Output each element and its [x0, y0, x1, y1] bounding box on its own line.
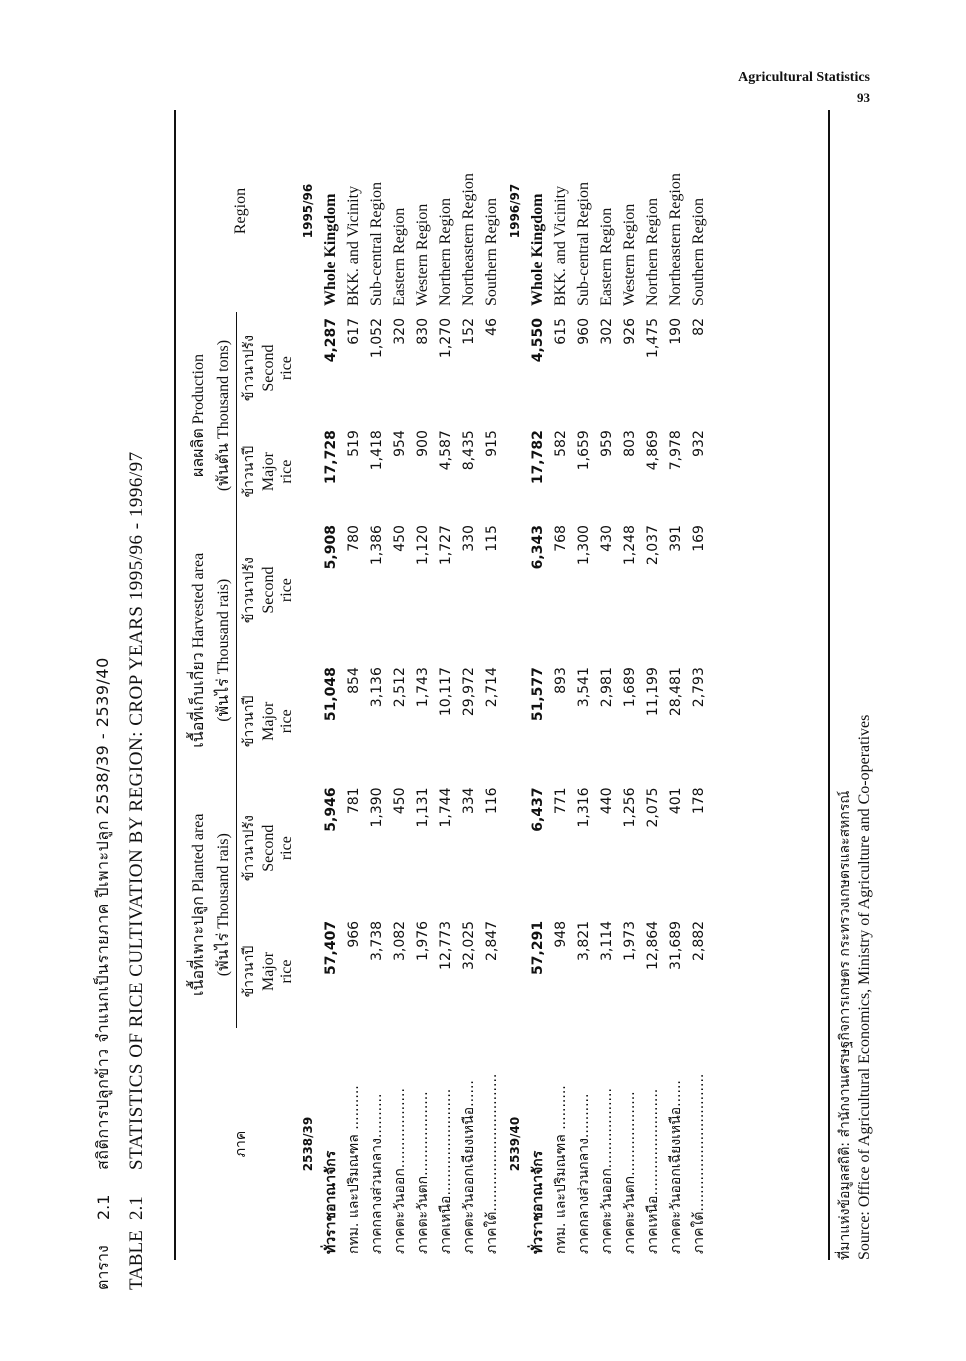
- value-cell: 615: [552, 318, 569, 345]
- region-name-thai: ภาคตะวันออก..................: [391, 1088, 408, 1254]
- value-cell: 302: [598, 318, 615, 345]
- rotated-table-page: [86, 70, 886, 1290]
- subcol-major-rice: [260, 915, 296, 1028]
- value-cell: 3,114: [598, 920, 615, 962]
- value-cell: 152: [460, 318, 477, 345]
- table-row: [664, 110, 687, 1260]
- region-name-english: Southern Region: [689, 198, 707, 306]
- table-bottom-rule: [828, 110, 830, 1260]
- value-cell: 3,082: [391, 920, 408, 962]
- header-planted-area: เนื้อที่เพาะปลูก Planted area: [190, 813, 207, 996]
- value-cell: 5,908: [322, 525, 339, 570]
- title-thai-number: 2.1: [93, 1194, 113, 1220]
- value-cell: 768: [552, 525, 569, 552]
- value-cell: 115: [483, 525, 500, 552]
- value-cell: 3,541: [575, 667, 592, 708]
- value-cell: 582: [552, 430, 569, 457]
- value-cell: 954: [391, 430, 408, 457]
- subcol-rice-label: rice: [278, 459, 295, 484]
- subcol-major-rice-thai: ข้าวนาปี: [240, 945, 257, 998]
- table-row: [342, 110, 365, 1260]
- table-row: [388, 110, 411, 1260]
- table-row: [319, 110, 342, 1260]
- value-cell: 803: [621, 430, 638, 457]
- value-cell: 169: [690, 525, 707, 552]
- header-production: ผลผลิต Production: [190, 354, 207, 478]
- table-row: [457, 110, 480, 1260]
- value-cell: 116: [483, 787, 500, 815]
- header-harvested-area: เนื้อที่เก็บเกี่ยว Harvested area: [190, 552, 207, 748]
- header-region-english: Region: [232, 187, 249, 235]
- region-name-english: Sub-central Region: [367, 182, 385, 306]
- subcol-rice-label: rice: [278, 959, 295, 984]
- value-cell: 4,287: [322, 318, 339, 363]
- value-cell: 31,689: [667, 920, 684, 970]
- subcol-label: Second: [260, 824, 277, 872]
- year-spacer: [503, 312, 526, 1028]
- subcol-second-rice: [260, 781, 296, 915]
- value-cell: 2,847: [483, 920, 500, 962]
- region-name-thai: ทั่วราชอาณาจักร: [529, 1150, 546, 1254]
- region-name-english: Western Region: [413, 203, 431, 306]
- value-cell: 1,689: [621, 667, 638, 708]
- value-cell: 854: [345, 667, 362, 694]
- subcol-second-rice-thai: ข้าวนาปรัง: [240, 815, 257, 882]
- value-cell: 1,976: [414, 920, 431, 962]
- region-name-thai: ภาคใต้...............................: [483, 1073, 500, 1254]
- subcol-rice-label: rice: [278, 578, 295, 603]
- region-name-thai: ภาคตะวันออกเฉียงเหนือ......: [667, 1080, 684, 1254]
- region-name-english: Northern Region: [643, 198, 661, 306]
- value-cell: 450: [391, 787, 408, 815]
- value-cell: 46: [483, 318, 500, 336]
- value-cell: 51,577: [529, 667, 546, 722]
- region-name-english: Northern Region: [436, 198, 454, 306]
- header-region-thai: ภาค: [233, 1130, 249, 1158]
- value-cell: 29,972: [460, 667, 477, 717]
- header-production-unit: (พันตัน Thousand tons): [211, 312, 237, 519]
- region-name-thai: ภาคกลางส่วนกลาง..........: [368, 1093, 385, 1254]
- region-name-english: Western Region: [620, 203, 638, 306]
- value-cell: 966: [345, 920, 362, 948]
- region-name-thai: ภาคเหนือ........................: [644, 1088, 661, 1254]
- subcol-major-rice-thai: ข้าวนาปี: [240, 445, 257, 498]
- value-cell: 781: [345, 787, 362, 815]
- value-cell: 893: [552, 667, 569, 694]
- value-cell: 391: [667, 525, 684, 552]
- value-cell: 3,738: [368, 920, 385, 962]
- title-english-number: 2.1: [126, 1196, 147, 1220]
- year-label-thai: 2539/40: [507, 1116, 522, 1172]
- region-name-english: Eastern Region: [597, 207, 615, 306]
- value-cell: 12,773: [437, 920, 454, 970]
- value-cell: 1,475: [644, 318, 661, 359]
- value-cell: 1,131: [414, 787, 431, 828]
- region-name-thai: ภาคตะวันตก...................: [414, 1091, 431, 1254]
- value-cell: 1,120: [414, 525, 431, 566]
- table-row: [572, 110, 595, 1260]
- value-cell: 1,743: [414, 667, 431, 708]
- year-row: [503, 110, 526, 1260]
- value-cell: 959: [598, 430, 615, 457]
- subcol-rice-label: rice: [278, 356, 295, 381]
- table-row: [434, 110, 457, 1260]
- value-cell: 17,728: [322, 430, 339, 485]
- year-row: [296, 110, 319, 1260]
- value-cell: 780: [345, 525, 362, 552]
- value-cell: 32,025: [460, 920, 477, 970]
- value-cell: 28,481: [667, 667, 684, 717]
- subcol-major-rice: [260, 424, 296, 519]
- value-cell: 10,117: [437, 667, 454, 717]
- value-cell: 2,882: [690, 920, 707, 962]
- region-name-thai: กทม. และปริมณฑล ..........: [345, 1085, 362, 1254]
- publication-name: Agricultural Statistics: [738, 70, 870, 85]
- value-cell: 1,727: [437, 525, 454, 566]
- value-cell: 334: [460, 787, 477, 815]
- region-name-english: Northeastern Region: [666, 173, 684, 306]
- value-cell: 948: [552, 920, 569, 948]
- subcol-second-rice: [260, 519, 296, 661]
- value-cell: 1,300: [575, 525, 592, 566]
- page-number: 93: [857, 90, 870, 105]
- value-cell: 519: [345, 430, 362, 457]
- year-label-thai: 2538/39: [300, 1116, 315, 1172]
- value-cell: 320: [391, 318, 408, 345]
- table-top-rule: [174, 110, 176, 1260]
- value-cell: 830: [414, 318, 431, 345]
- value-cell: 960: [575, 318, 592, 345]
- region-name-thai: ภาคเหนือ........................: [437, 1088, 454, 1254]
- table-row: [365, 110, 388, 1260]
- value-cell: 4,587: [437, 430, 454, 471]
- subcol-major-rice: [260, 661, 296, 781]
- table-row: [618, 110, 641, 1260]
- value-cell: 1,973: [621, 920, 638, 962]
- value-cell: 1,248: [621, 525, 638, 566]
- value-cell: 915: [483, 430, 500, 457]
- subcol-second-rice: [260, 312, 296, 424]
- value-cell: 6,437: [529, 787, 546, 832]
- title-english-text: STATISTICS OF RICE CULTIVATION BY REGION: CROP YEARS 1995/96 - 1996/97: [126, 451, 147, 1170]
- region-name-thai: ภาคตะวันออก..................: [598, 1088, 615, 1254]
- table-row: [595, 110, 618, 1260]
- header-row-groups: [186, 110, 211, 1260]
- title-thai: [86, 70, 120, 1290]
- subcol-rice-label: rice: [278, 836, 295, 861]
- value-cell: 430: [598, 525, 615, 552]
- subcol-label: Major: [260, 452, 277, 492]
- title-thai-label: ตาราง: [92, 1245, 112, 1290]
- year-spacer: [296, 312, 319, 1028]
- table-row: [411, 110, 434, 1260]
- year-label-english: 1995/96: [300, 183, 315, 239]
- value-cell: 440: [598, 787, 615, 815]
- value-cell: 8,435: [460, 430, 477, 471]
- value-cell: 3,136: [368, 667, 385, 708]
- region-name-english: Whole Kingdom: [321, 193, 339, 306]
- value-cell: 1,270: [437, 318, 454, 359]
- header-planted-unit: (พันไร่ Thousand rais): [211, 781, 237, 1028]
- source-thai: ที่มาแห่งข้อมูลสถิติ: สำนักงานเศรษฐกิจการเกษตร กระทรวงเกษตรและสหกรณ์: [837, 790, 853, 1260]
- region-name-thai: ภาคใต้...............................: [690, 1073, 707, 1254]
- year-label-english: 1996/97: [507, 183, 522, 239]
- table-row: [687, 110, 710, 1260]
- value-cell: 2,981: [598, 667, 615, 708]
- title-english-label: TABLE: [126, 1230, 147, 1290]
- value-cell: 617: [345, 318, 362, 345]
- subcol-second-rice-thai: ข้าวนาปรัง: [240, 557, 257, 624]
- region-name-english: Eastern Region: [390, 207, 408, 306]
- value-cell: 178: [690, 787, 707, 815]
- region-name-thai: ทั่วราชอาณาจักร: [322, 1150, 339, 1254]
- region-name-thai: ภาคกลางส่วนกลาง..........: [575, 1093, 592, 1254]
- value-cell: 82: [690, 318, 707, 336]
- value-cell: 932: [690, 430, 707, 457]
- title-english: [120, 70, 154, 1290]
- rice-statistics-table: [186, 110, 710, 1260]
- value-cell: 11,199: [644, 667, 661, 717]
- region-name-english: BKK. and Vicinity: [551, 185, 569, 306]
- value-cell: 7,978: [667, 430, 684, 471]
- value-cell: 401: [667, 787, 684, 815]
- value-cell: 57,291: [529, 920, 546, 975]
- subcol-label: Second: [260, 344, 277, 392]
- value-cell: 1,418: [368, 430, 385, 471]
- value-cell: 2,714: [483, 667, 500, 708]
- value-cell: 1,256: [621, 787, 638, 828]
- value-cell: 17,782: [529, 430, 546, 485]
- value-cell: 2,793: [690, 667, 707, 708]
- region-name-thai: ภาคตะวันออกเฉียงเหนือ......: [460, 1080, 477, 1254]
- value-cell: 1,386: [368, 525, 385, 566]
- value-cell: 926: [621, 318, 638, 345]
- value-cell: 2,075: [644, 787, 661, 828]
- table-row: [480, 110, 503, 1260]
- region-name-thai: กทม. และปริมณฑล ..........: [552, 1085, 569, 1254]
- value-cell: 2,037: [644, 525, 661, 566]
- subcol-label: Major: [260, 701, 277, 741]
- subcol-rice-label: rice: [278, 709, 295, 734]
- table-row: [641, 110, 664, 1260]
- region-name-english: Southern Region: [482, 198, 500, 306]
- value-cell: 1,659: [575, 430, 592, 471]
- value-cell: 57,407: [322, 920, 339, 975]
- value-cell: 1,316: [575, 787, 592, 828]
- value-cell: 12,864: [644, 920, 661, 970]
- value-cell: 771: [552, 787, 569, 815]
- value-cell: 330: [460, 525, 477, 552]
- subcol-label: Second: [260, 566, 277, 614]
- region-name-english: Northeastern Region: [459, 173, 477, 306]
- subcol-major-rice-thai: ข้าวนาปี: [240, 695, 257, 748]
- value-cell: 6,343: [529, 525, 546, 570]
- region-name-english: BKK. and Vicinity: [344, 185, 362, 306]
- value-cell: 4,869: [644, 430, 661, 471]
- region-name-english: Whole Kingdom: [528, 193, 546, 306]
- value-cell: 190: [667, 318, 684, 345]
- value-cell: 4,550: [529, 318, 546, 363]
- region-name-english: Sub-central Region: [574, 182, 592, 306]
- value-cell: 5,946: [322, 787, 339, 832]
- value-cell: 450: [391, 525, 408, 552]
- value-cell: 1,744: [437, 787, 454, 828]
- region-name-thai: ภาคตะวันตก...................: [621, 1091, 638, 1254]
- table-row: [549, 110, 572, 1260]
- subcol-label: Major: [260, 951, 277, 992]
- value-cell: 3,821: [575, 920, 592, 962]
- value-cell: 900: [414, 430, 431, 457]
- value-cell: 51,048: [322, 667, 339, 722]
- title-thai-text: สถิติการปลูกข้าว จำแนกเป็นรายภาค ปีเพาะปลูก 2538/39 - 2539/40: [92, 657, 112, 1170]
- value-cell: 2,512: [391, 667, 408, 708]
- subcol-second-rice-thai: ข้าวนาปรัง: [240, 335, 257, 402]
- source-english: Source: Office of Agricultural Economics, Ministry of Agriculture and Co-operatives: [856, 714, 873, 1260]
- value-cell: 1,052: [368, 318, 385, 359]
- table-row: [526, 110, 549, 1260]
- header-harvested-unit: (พันไร่ Thousand rais): [211, 519, 237, 781]
- value-cell: 1,390: [368, 787, 385, 828]
